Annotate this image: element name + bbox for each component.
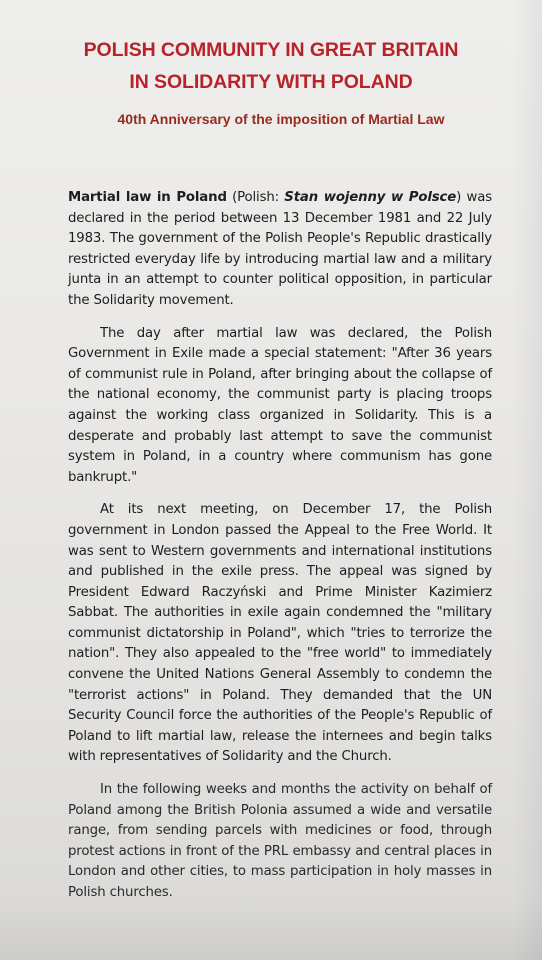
panel-edge-shadow [512, 0, 542, 960]
panel-subtitle: 40th Anniversary of the imposition of Martial Law [117, 111, 445, 127]
paragraph-british-polonia: In the following weeks and months the activity on behalf of Poland among the British Polonia assumed a wide and versatile range, from sending parcels with medicines or food, through protest actions in front of the PRL embassy and central places in London and other cities, to mass participation in holy masses in Polish churches. [68, 782, 492, 900]
intro-lead-term: Martial law in Poland [68, 190, 227, 205]
intro-rest: ) was declared in the period between 13 December 1981 and 22 July 1983. The government of the Polish People's Republic drastically restricted everyday life by introducing martial law and a military junta in an attempt to counter political opposition, in particular the Solidarity movement. [68, 190, 492, 308]
paragraph-appeal-free-world: At its next meeting, on December 17, the Polish government in London passed the Appeal to the Free World. It was sent to Western governments and international institutions and published in the exile press. The appeal was signed by President Edward Raczyński and Prime Minister Kazimierz Sabbat. The authorities in exile again condemned the "military communist dictatorship in Poland", which "tries to terrorize the nation". They also appealed to the "free world" to immediately convene the United Nations General Assembly to condemn the "terrorist actions" in Poland. They demanded that the UN Security Council force the authorities of the People's Republic of Poland to lift martial law, release the internees and begin talks with representatives of Solidarity and the Church. [68, 502, 492, 765]
panel-title-line-2: IN SOLIDARITY WITH POLAND [129, 71, 413, 93]
intro-polish-term: Stan wojenny w Polsce [284, 190, 457, 205]
intro-open-paren: (Polish: [226, 190, 285, 205]
panel-title-line-1: POLISH COMMUNITY IN GREAT BRITAIN [83, 39, 459, 61]
paragraph-government-statement: The day after martial law was declared, the Polish Government in Exile made a special statement: "After 36 years of communist rule in Poland, after bringing about the collapse of the national economy, the communist party is placing troops against the working class organized in Solidarity. This is a desperate and probably last attempt to save the communist system in Poland, in a country where communism has gone bankrupt." [68, 325, 492, 485]
paragraph-intro [68, 188, 492, 312]
panel-title [0, 34, 542, 98]
article-body [68, 188, 492, 916]
